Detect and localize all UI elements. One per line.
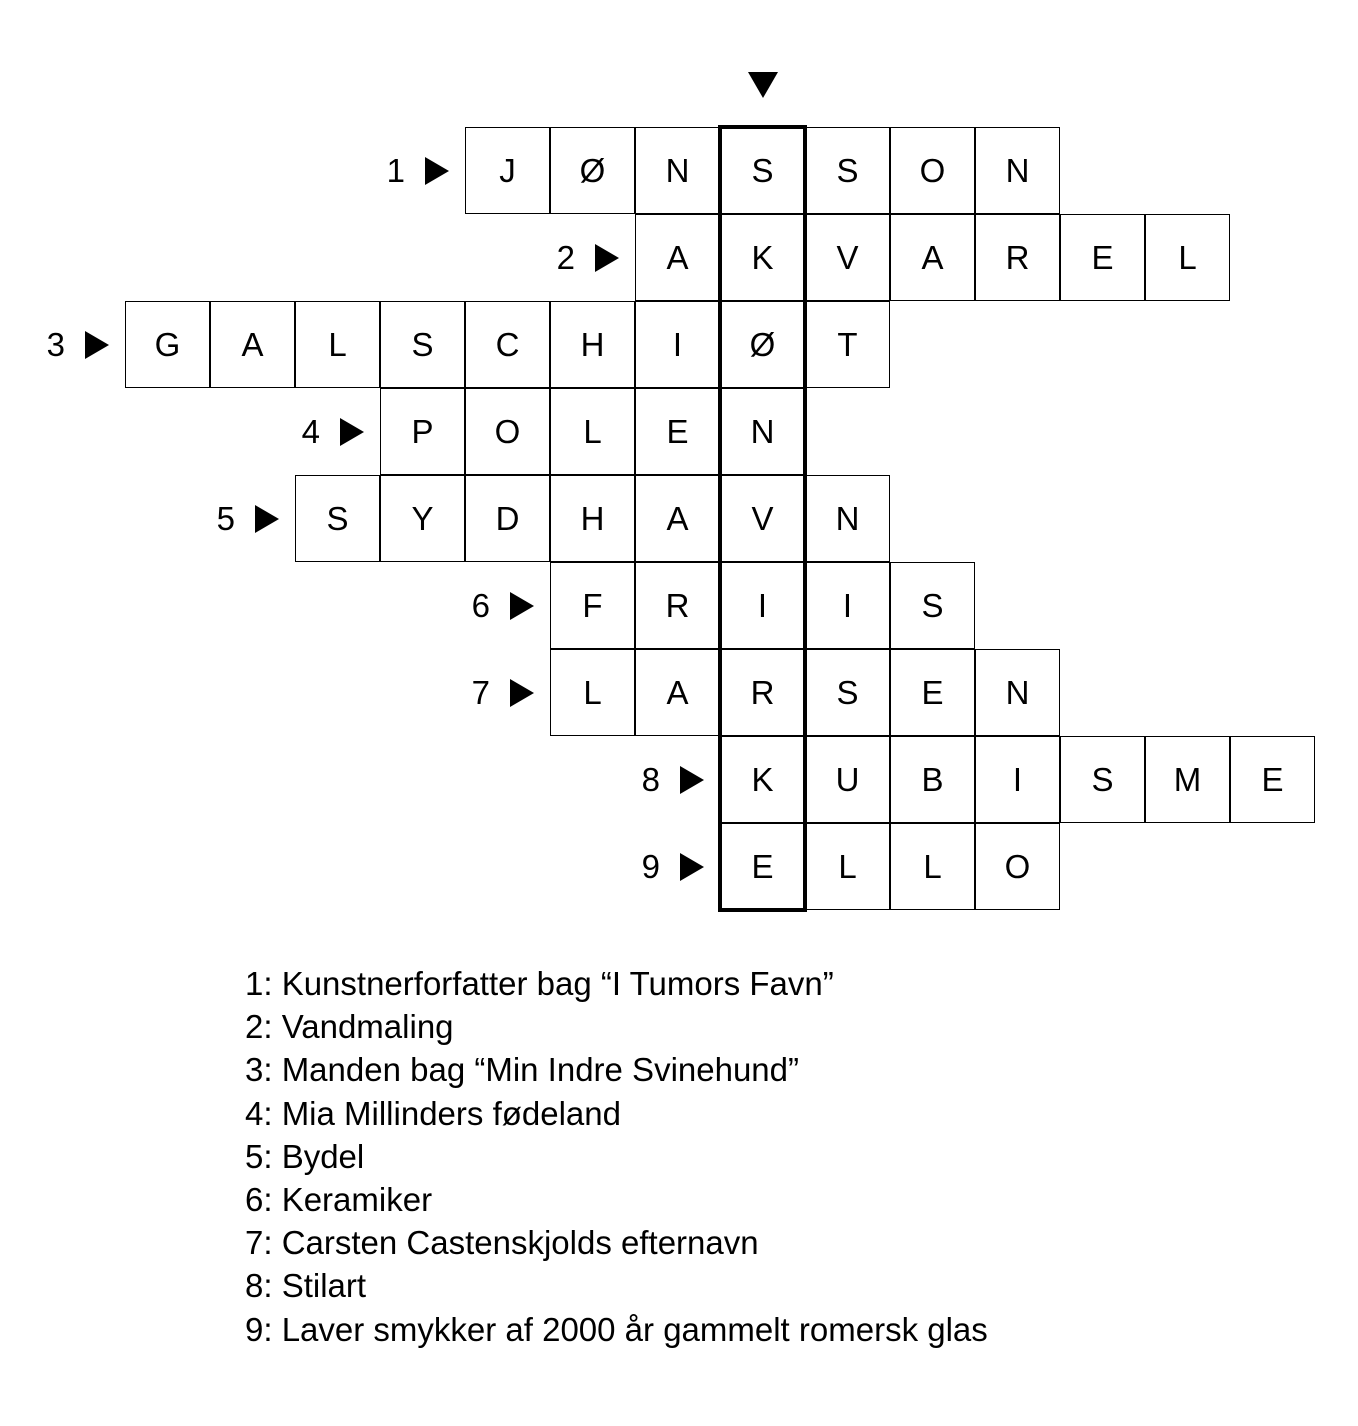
grid-cell[interactable]: J bbox=[465, 127, 550, 214]
grid-cell[interactable]: V bbox=[805, 214, 890, 301]
clue-1: 1: Kunstnerforfatter bag “I Tumors Favn” bbox=[245, 965, 834, 1002]
grid-cell[interactable]: G bbox=[125, 301, 210, 388]
clue-list bbox=[245, 962, 988, 1351]
grid-cell[interactable]: D bbox=[465, 475, 550, 562]
clue-9: 9: Laver smykker af 2000 år gammelt romersk glas bbox=[245, 1310, 988, 1348]
grid-cell[interactable]: S bbox=[1060, 736, 1145, 823]
grid-cell[interactable]: E bbox=[1060, 214, 1145, 301]
grid-cell[interactable]: A bbox=[635, 214, 720, 301]
grid-cell[interactable]: A bbox=[635, 649, 720, 736]
row-number: 8 bbox=[641, 761, 660, 798]
across-arrow-icon bbox=[510, 592, 534, 620]
grid-cell[interactable]: S bbox=[805, 649, 890, 736]
row-number: 3 bbox=[46, 326, 65, 363]
row-number: 2 bbox=[556, 239, 575, 276]
grid-cell[interactable]: I bbox=[635, 301, 720, 388]
across-arrow-icon bbox=[340, 418, 364, 446]
grid-cell[interactable]: N bbox=[975, 649, 1060, 736]
across-arrow-icon bbox=[425, 157, 449, 185]
grid-cell[interactable]: U bbox=[805, 736, 890, 823]
row-number: 6 bbox=[471, 587, 490, 624]
grid-cell[interactable]: K bbox=[720, 736, 805, 823]
grid-cell[interactable]: H bbox=[550, 301, 635, 388]
grid-cell[interactable]: L bbox=[890, 823, 975, 910]
grid-cell[interactable]: S bbox=[380, 301, 465, 388]
grid-cell[interactable]: S bbox=[805, 127, 890, 214]
across-arrow-icon bbox=[680, 766, 704, 794]
clue-7: 7: Carsten Castenskjolds efternavn bbox=[245, 1224, 759, 1262]
grid-cell[interactable]: N bbox=[720, 388, 805, 475]
grid-cell[interactable]: E bbox=[1230, 736, 1315, 823]
grid-cell[interactable]: K bbox=[720, 214, 805, 301]
grid-cell[interactable]: A bbox=[210, 301, 295, 388]
grid-cell[interactable]: A bbox=[635, 475, 720, 562]
grid-cell[interactable]: I bbox=[720, 562, 805, 649]
clue-2: 2: Vandmaling bbox=[245, 1008, 454, 1046]
grid-cell[interactable]: T bbox=[805, 301, 890, 388]
solution-down-arrow-icon bbox=[748, 72, 778, 98]
grid-cell[interactable]: N bbox=[805, 475, 890, 562]
grid-cell[interactable]: I bbox=[975, 736, 1060, 823]
grid-cell[interactable]: O bbox=[975, 823, 1060, 910]
grid-cell[interactable]: S bbox=[295, 475, 380, 562]
grid-cell[interactable]: S bbox=[890, 562, 975, 649]
grid-cell[interactable]: Y bbox=[380, 475, 465, 562]
grid-cell[interactable]: B bbox=[890, 736, 975, 823]
grid-cell[interactable]: L bbox=[550, 649, 635, 736]
grid-cell[interactable]: R bbox=[635, 562, 720, 649]
across-arrow-icon bbox=[255, 505, 279, 533]
across-arrow-icon bbox=[510, 679, 534, 707]
grid-cell[interactable]: L bbox=[295, 301, 380, 388]
grid-cell[interactable]: I bbox=[805, 562, 890, 649]
grid-cell[interactable]: O bbox=[465, 388, 550, 475]
grid-cell[interactable]: R bbox=[975, 214, 1060, 301]
grid-cell[interactable]: L bbox=[805, 823, 890, 910]
grid-cell[interactable]: C bbox=[465, 301, 550, 388]
grid-cell[interactable]: O bbox=[890, 127, 975, 214]
row-number: 1 bbox=[386, 152, 405, 189]
grid-cell[interactable]: F bbox=[550, 562, 635, 649]
grid-cell[interactable]: N bbox=[635, 127, 720, 214]
row-number: 9 bbox=[641, 848, 660, 885]
clue-5: 5: Bydel bbox=[245, 1137, 365, 1175]
grid-cell[interactable]: L bbox=[1145, 214, 1230, 301]
clue-4: 4: Mia Millinders fødeland bbox=[245, 1094, 621, 1132]
grid-cell[interactable]: N bbox=[975, 127, 1060, 214]
across-arrow-icon bbox=[85, 331, 109, 359]
grid-cell[interactable]: L bbox=[550, 388, 635, 475]
grid-cell[interactable]: E bbox=[720, 823, 805, 910]
grid-cell[interactable]: E bbox=[890, 649, 975, 736]
grid-cell[interactable]: M bbox=[1145, 736, 1230, 823]
clue-6: 6: Keramiker bbox=[245, 1181, 433, 1219]
across-arrow-icon bbox=[595, 244, 619, 272]
grid-cell[interactable]: Ø bbox=[720, 301, 805, 388]
grid-cell[interactable]: E bbox=[635, 388, 720, 475]
grid-cell[interactable]: V bbox=[720, 475, 805, 562]
across-arrow-icon bbox=[680, 853, 704, 881]
grid-cell[interactable]: S bbox=[720, 127, 805, 214]
grid-cell[interactable]: P bbox=[380, 388, 465, 475]
row-number: 4 bbox=[301, 413, 320, 450]
grid-cell[interactable]: R bbox=[720, 649, 805, 736]
clue-8: 8: Stilart bbox=[245, 1267, 367, 1305]
row-number: 5 bbox=[216, 500, 235, 537]
grid-cell[interactable]: H bbox=[550, 475, 635, 562]
row-number: 7 bbox=[471, 674, 490, 711]
clue-3: 3: Manden bag “Min Indre Svinehund” bbox=[245, 1051, 800, 1089]
grid-cell[interactable]: Ø bbox=[550, 127, 635, 214]
grid-cell[interactable]: A bbox=[890, 214, 975, 301]
